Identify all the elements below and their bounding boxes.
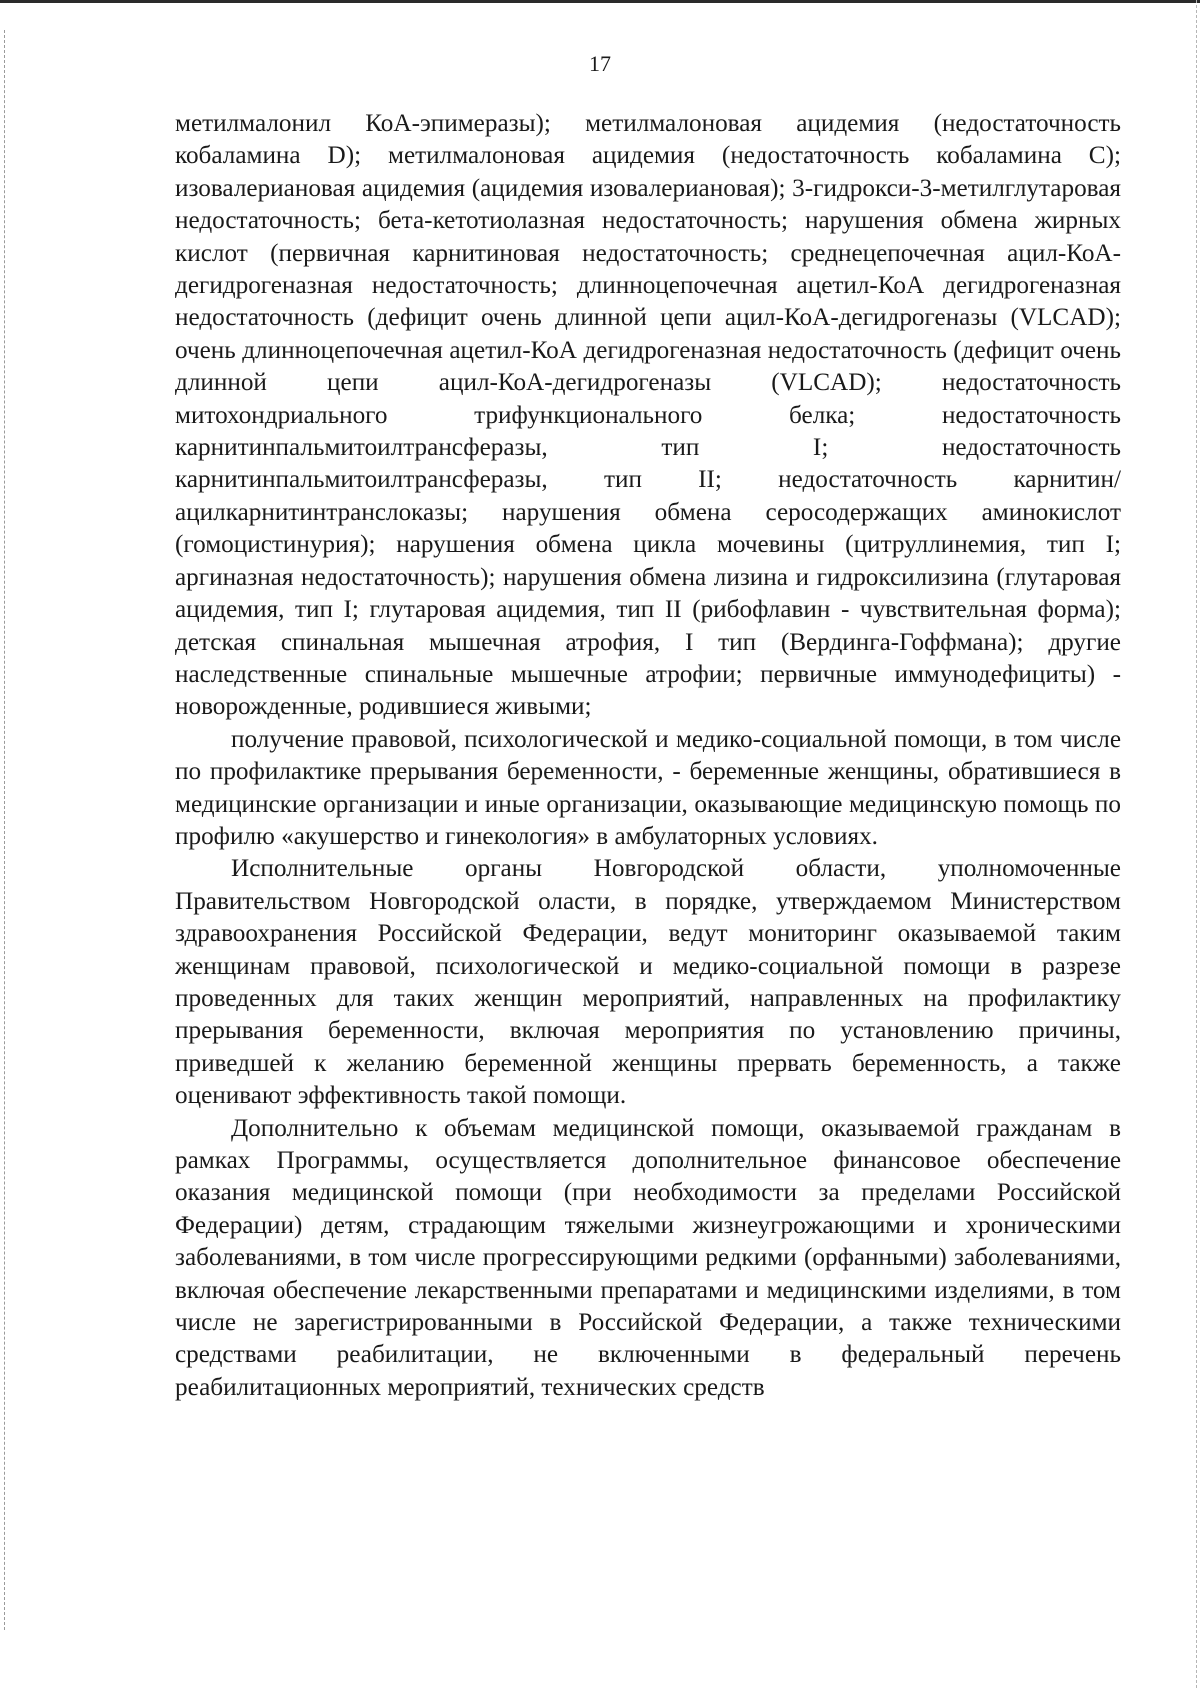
paragraph-monitoring: Исполнительные органы Новгородской области, уполномоченные Правительством Новгородской оласти, в порядке, утверждаемом Министерством здравоохранения Российской Федерации, ведут мониторинг оказываемой таким женщинам правовой, психологической и медико-социальной помощи в разрезе проведенных для таких женщин мероприятий, направленных на профилактику прерывания беременности, включая мероприятия по установлению причины, приведшей к желанию беременной женщины прервать беременность, а также оценивают эффективность такой помощи.: [175, 855, 1121, 1110]
scan-edge-top: [0, 0, 1200, 3]
page-number: 17: [589, 51, 611, 76]
scan-edge-left: [4, 30, 6, 1630]
paragraph-additional-funding: Дополнительно к объемам медицинской помощи, оказываемой гражданам в рамках Программы, осуществляется дополнительное финансовое обеспечение оказания медицинской помощи (при необходимости за пределами Российской Федерации) детям, страдающим тяжелыми жизнеугрожающими и хроническими заболеваниями, в том числе прогрессирующими редкими (орфанными) заболеваниями, включая обеспечение лекарственными препаратами и медицинскими изделиями, в том числе не зарегистрированными в Российской Федерации, а также техническими средствами реабилитации, не включенными в федеральный перечень реабилитационных мероприятий, технических средств: [175, 1114, 1121, 1401]
scan-edge-right: [1196, 0, 1198, 1688]
paragraph-newborn-screening-list: метилмалонил КоА-эпимеразы); метилмалоновая ацидемия (недостаточность кобаламина D); метилмалоновая ацидемия (недостаточность кобаламина С); изовалериановая ацидемия (ацидемия изовалериановая); 3-гидрокси-3-метилглутаровая недостаточность; бета-кетотиолазная недостаточность; нарушения обмена жирных кислот (первичная карнитиновая недостаточность; среднецепочечная ацил-КоА-дегидрогеназная недостаточность; длинноцепочечная ацетил-КоА дегидрогеназная недостаточность (дефицит очень длинной цепи ацил-КоА-дегидрогеназы (VLCAD); очень длинноцепочечная ацетил-КоА дегидрогеназная недостаточность (дефицит очень длинной цепи ацил-КоА-дегидрогеназы (VLCAD); недостаточность митохондриального трифункционального белка; недостаточность карнитинпальмитоилтрансферазы, тип I; недостаточность карнитинпальмитоилтрансферазы, тип II; недостаточность карнитин/ацилкарнитинтранслоказы; нарушения обмена серосодержащих аминокислот (гомоцистинурия); нарушения обмена цикла мочевины (цитруллинемия, тип I; аргиназная недостаточность); нарушения обмена лизина и гидроксилизина (глутаровая ацидемия, тип I; глутаровая ацидемия, тип II (рибофлавин - чувствительная форма); детская спинальная мышечная атрофия, I тип (Вердинга-Гоффмана); другие наследственные спинальные мышечные атрофии; первичные иммунодефициты) - новорожденные, родившиеся живыми;: [175, 110, 1121, 721]
paragraph-pregnancy-help: получение правовой, психологической и медико-социальной помощи, в том числе по профилактике прерывания беременности, - беременные женщины, обратившиеся в медицинские организации и иные организации, оказывающие медицинскую помощь по профилю «акушерство и гинекология» в амбулаторных условиях.: [175, 725, 1121, 850]
body-text: [175, 108, 1121, 1404]
